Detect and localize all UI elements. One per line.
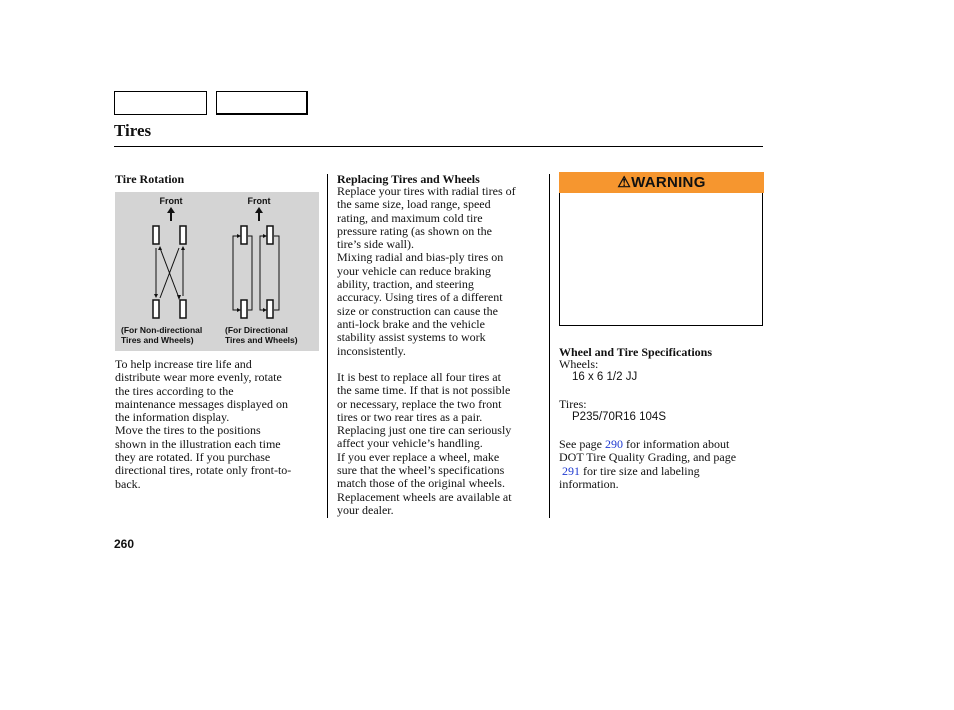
replacing-tires-heading: Replacing Tires and Wheels <box>337 172 480 186</box>
tire-icon <box>153 300 159 318</box>
column-divider-1 <box>327 174 328 518</box>
page-number: 260 <box>114 537 135 551</box>
tire-icon <box>241 226 247 244</box>
wheels-label: Wheels: <box>559 357 599 371</box>
warning-triangle-icon: ⚠ <box>617 174 632 191</box>
front-arrow-left-icon <box>167 207 175 221</box>
warning-box <box>559 172 763 326</box>
warning-bar <box>559 172 764 193</box>
tire-icon <box>180 226 186 244</box>
page-title: Tires <box>114 121 152 140</box>
tire-rotation-figure <box>115 192 319 351</box>
tire-rotation-text: To help increase tire life and distribute wear more evenly, rotate the tires according to the maintenance messages displayed on the information display. Move the tires to the positions shown in the illustration each time they are rotated. If you purchase directional tires, rotate only front-to- back. <box>115 357 292 491</box>
tires-label: Tires: <box>559 397 587 411</box>
front-arrow-right-icon <box>255 207 263 221</box>
front-label-right: Front <box>247 196 271 206</box>
nav-prev-button[interactable] <box>114 91 207 115</box>
tire-rotation-heading: Tire Rotation <box>115 172 185 186</box>
spec-reference-text: See page 290 for information about DOT Tire Quality Grading, and page 291 for tire size and labeling information. <box>559 437 737 491</box>
rotation-diagram <box>115 192 319 351</box>
wheels-value: 16 x 6 1/2 JJ <box>572 371 638 383</box>
tire-icon <box>153 226 159 244</box>
tire-icon <box>267 226 273 244</box>
tire-icon <box>267 300 273 318</box>
tires-value: P235/70R16 104S <box>572 411 666 423</box>
front-label-left: Front <box>159 196 183 206</box>
warning-label: ⚠WARNING <box>617 174 706 191</box>
page-290-link[interactable]: 290 <box>604 437 623 451</box>
column-divider-2 <box>549 174 550 518</box>
tire-icon <box>241 300 247 318</box>
spec-heading: Wheel and Tire Specifications <box>559 345 713 359</box>
nav-next-button[interactable] <box>216 91 308 115</box>
caption-non-directional-line2: Tires and Wheels) <box>121 335 194 345</box>
tire-icon <box>180 300 186 318</box>
page-291-link[interactable]: 291 <box>562 463 580 478</box>
directional-tires <box>241 226 273 318</box>
replacing-tires-text-b: It is best to replace all four tires at the same time. If that is not possible or necessary, replace the two front tires or two rear tires as a pair. Replacing just one tire can seriously affect your vehicle’s handling. If you ever replace a wheel, make sure that the wheel’s specifications match those of the original wheels. Replacement wheels are available at your dealer. <box>337 370 512 517</box>
caption-directional-line1: (For Directional <box>225 325 288 335</box>
front-to-back-arrows <box>233 236 279 310</box>
caption-directional-line2: Tires and Wheels) <box>225 335 298 345</box>
replacing-tires-text-a: Replace your tires with radial tires of the same size, load range, speed rating, and maximum cold tire pressure rating (as shown on the tire’s side wall). Mixing radial and bias-ply tires on your vehicle can reduce braking ability, traction, and steering accuracy. Using tires of a different size or construction can cause the anti-lock brake and the vehicle stability assist systems to work inconsistently. <box>337 184 516 358</box>
title-divider <box>114 146 763 147</box>
caption-non-directional-line1: (For Non-directional <box>121 325 203 335</box>
cross-rotation-arrows <box>156 248 183 298</box>
